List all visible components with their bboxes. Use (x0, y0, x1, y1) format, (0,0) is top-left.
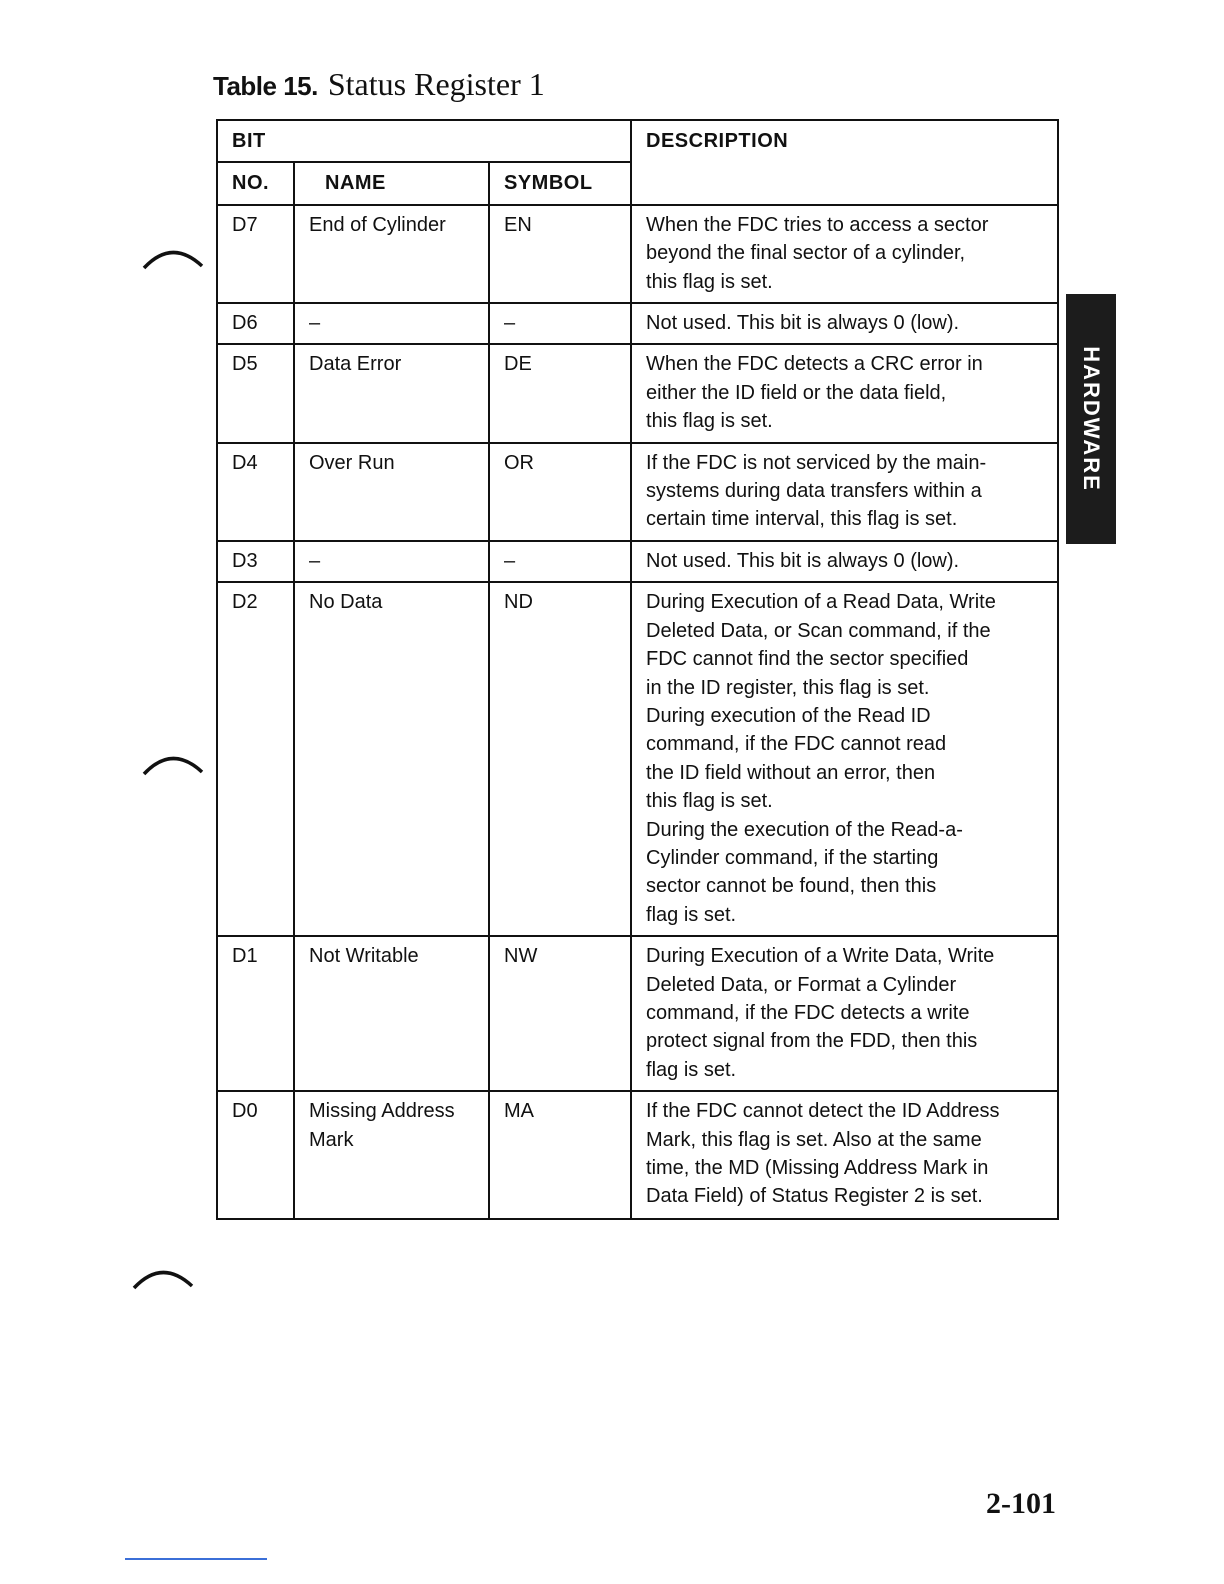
bit-name-cell: Not Writable (294, 936, 489, 1091)
bit-name-cell: Data Error (294, 344, 489, 442)
bit-description-cell: If the FDC is not serviced by the main- systems during data transfers within a certain time interval, this flag is set. (631, 443, 1058, 541)
bit-number-cell: D6 (217, 303, 294, 344)
bit-number-cell: D4 (217, 443, 294, 541)
bit-group-header: BIT (217, 120, 631, 162)
bit-symbol-cell: MA (489, 1091, 631, 1219)
bit-number-cell: D2 (217, 582, 294, 936)
name-header: NAME (294, 162, 489, 204)
page-title (213, 66, 545, 103)
bit-name-cell: No Data (294, 582, 489, 936)
bit-name-cell: – (294, 303, 489, 344)
bit-description-cell: Not used. This bit is always 0 (low). (631, 303, 1058, 344)
binder-hole-mark-bottom (130, 1260, 200, 1294)
table-row (217, 205, 1058, 303)
table-group-header-row (217, 120, 1058, 162)
bit-symbol-cell: – (489, 303, 631, 344)
bit-description-cell: If the FDC cannot detect the ID Address Mark, this flag is set. Also at the same time, the MD (Missing Address Mark in Data Field) of Status Register 2 is set. (631, 1091, 1058, 1219)
table-row (217, 582, 1058, 936)
description-header: DESCRIPTION (631, 120, 1058, 205)
bottom-rule (125, 1558, 267, 1560)
bit-symbol-cell: OR (489, 443, 631, 541)
no-header: NO. (217, 162, 294, 204)
table-body (217, 205, 1058, 1219)
bit-symbol-cell: ND (489, 582, 631, 936)
bit-description-cell: Not used. This bit is always 0 (low). (631, 541, 1058, 582)
bit-name-cell: Over Run (294, 443, 489, 541)
bit-symbol-cell: EN (489, 205, 631, 303)
binder-hole-mark-middle (140, 746, 210, 780)
binder-hole-mark-top (140, 240, 210, 274)
bit-number-cell: D7 (217, 205, 294, 303)
bit-number-cell: D3 (217, 541, 294, 582)
table-row (217, 443, 1058, 541)
table-row (217, 344, 1058, 442)
bit-number-cell: D1 (217, 936, 294, 1091)
table-row (217, 1091, 1058, 1219)
bit-description-cell: When the FDC tries to access a sector beyond the final sector of a cylinder, this flag is set. (631, 205, 1058, 303)
bit-number-cell: D5 (217, 344, 294, 442)
bit-name-cell: – (294, 541, 489, 582)
table-row (217, 541, 1058, 582)
bit-symbol-cell: DE (489, 344, 631, 442)
bit-symbol-cell: NW (489, 936, 631, 1091)
bit-description-cell: During Execution of a Write Data, Write Deleted Data, or Format a Cylinder command, if the FDC detects a write protect signal from the FDD, then this flag is set. (631, 936, 1058, 1091)
page-number: 2-101 (986, 1487, 1056, 1520)
bit-name-cell: End of Cylinder (294, 205, 489, 303)
symbol-header: SYMBOL (489, 162, 631, 204)
section-tab-label: HARDWARE (1079, 346, 1104, 492)
bit-number-cell: D0 (217, 1091, 294, 1219)
hardware-section-tab (1066, 294, 1116, 544)
table-row (217, 303, 1058, 344)
table-row (217, 936, 1058, 1091)
bit-symbol-cell: – (489, 541, 631, 582)
table-title: Status Register 1 (327, 66, 545, 102)
bit-name-cell: Missing Address Mark (294, 1091, 489, 1219)
bit-description-cell: During Execution of a Read Data, Write Deleted Data, or Scan command, if the FDC cannot find the sector specified in the ID register, this flag is set. During execution of the Read ID command, if the FDC cannot read the ID field without an error, then this flag is set. During the execution of the Read-a- Cylinder command, if the starting sector cannot be found, then this flag is set. (631, 582, 1058, 936)
status-register-table (216, 119, 1059, 1220)
bit-description-cell: When the FDC detects a CRC error in either the ID field or the data field, this flag is set. (631, 344, 1058, 442)
table-number: Table 15. (213, 71, 318, 101)
